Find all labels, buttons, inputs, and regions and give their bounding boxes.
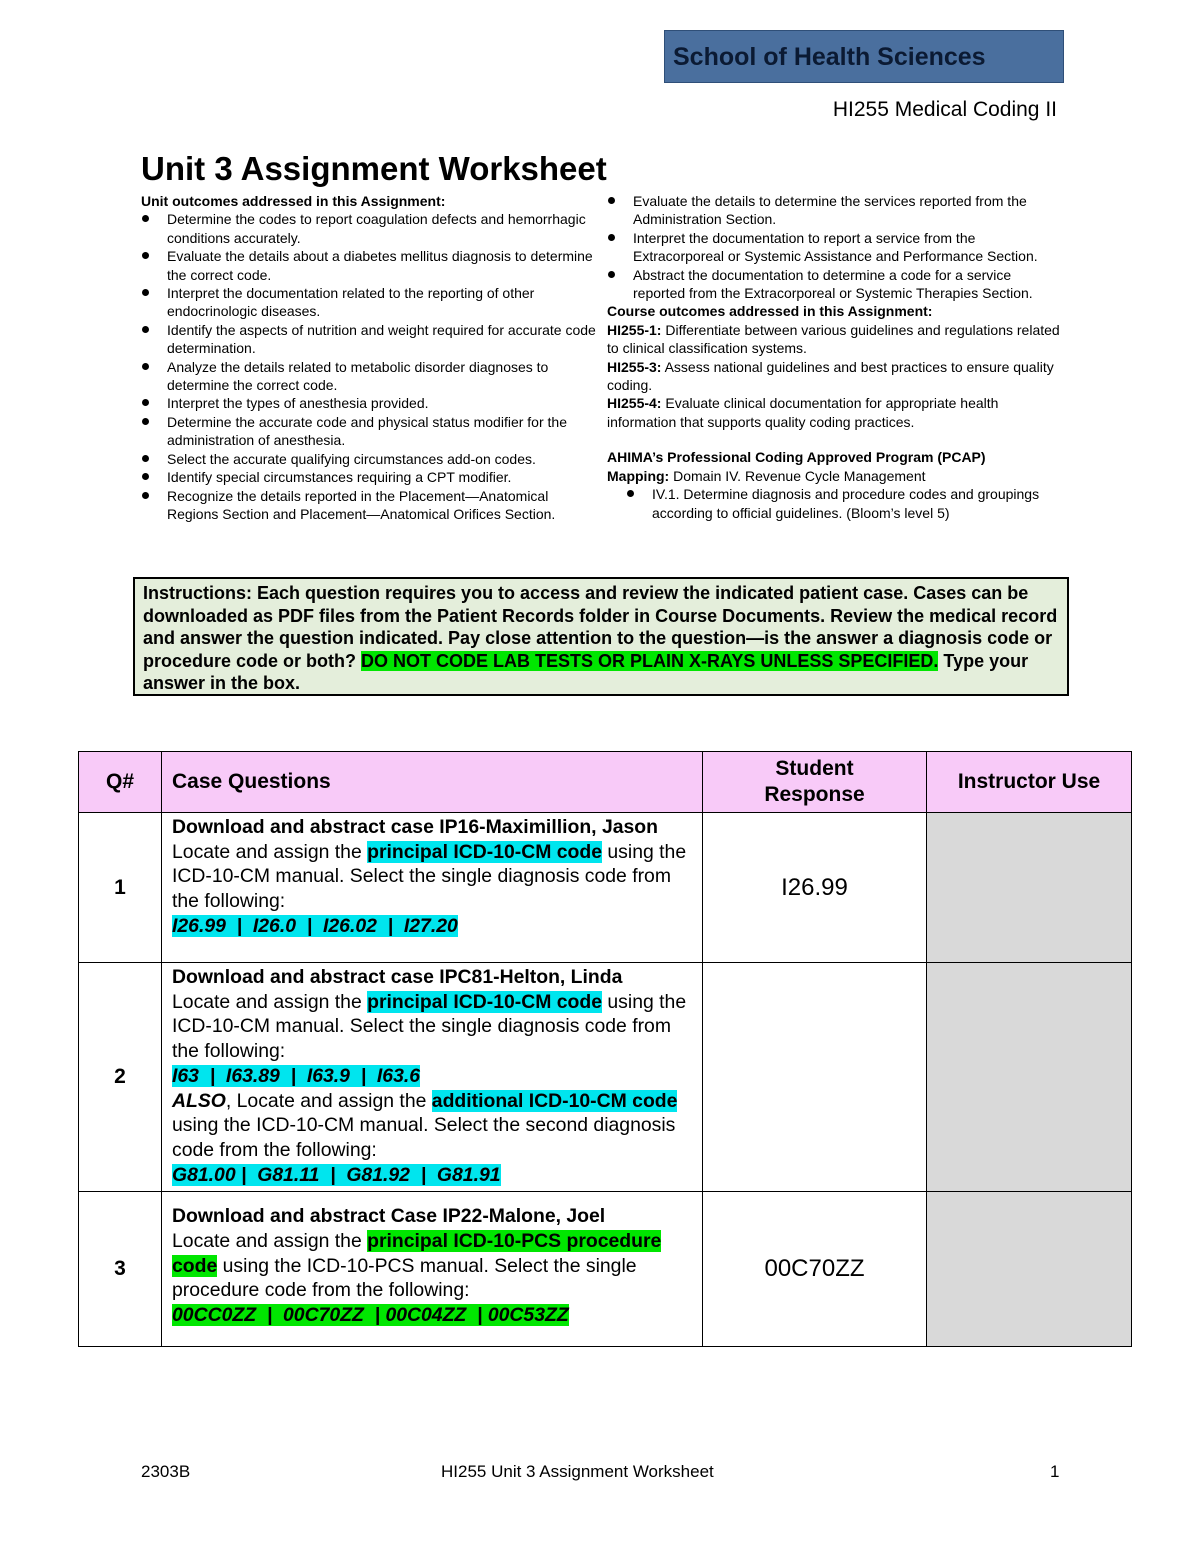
school-banner: School of Health Sciences	[664, 30, 1064, 83]
highlight-term: principal ICD-10-CM code	[367, 990, 603, 1013]
unit-outcomes-list-continued	[607, 192, 1062, 302]
list-item: Evaluate the details to determine the services reported from the Administration Section.	[607, 192, 1062, 229]
list-item: Identify the aspects of nutrition and weight required for accurate code determination.	[141, 321, 596, 358]
course-outcome-text: Assess national guidelines and best practices to ensure quality coding.	[607, 358, 1054, 394]
question-body: using the ICD-10-CM manual. Select the second diagnosis code from the following:	[172, 1114, 676, 1161]
header-instructor-use: Instructor Use	[927, 752, 1132, 813]
question-body: Locate and assign the	[172, 990, 368, 1013]
code-options: I26.99 | I26.0 | I26.02 | I27.20	[172, 914, 458, 937]
course-outcome-code: HI255-3:	[607, 358, 662, 375]
code-options: 00CC0ZZ | 00C70ZZ | 00C04ZZ | 00C53ZZ	[172, 1304, 569, 1327]
also-label: ALSO	[172, 1089, 226, 1112]
question-number: 1	[79, 813, 162, 963]
footer-page-number: 1	[1050, 1462, 1060, 1481]
unit-outcomes-left	[141, 192, 596, 523]
question-body: Locate and assign the	[172, 840, 368, 863]
unit-outcomes-list	[141, 210, 596, 523]
list-item: Recognize the details reported in the Placement—Anatomical Regions Section and Placement—Anatomical Orifices Section.	[141, 487, 596, 524]
list-item: Analyze the details related to metabolic disorder diagnoses to determine the correct code.	[141, 358, 596, 395]
table-row	[79, 963, 1132, 1192]
instructions-text: Instructions: Each question requires you to access and review the indicated patient case. Cases can be downloaded as PDF files from the Patient Records folder in Course Documents. Review the medical record and answer the question indicated. Pay close attention to the question—is the answer a diagnosis code or procedure code or both?	[143, 583, 1058, 671]
case-title: Download and abstract Case IP22-Malone, Joel	[172, 1205, 606, 1228]
student-response[interactable]	[703, 963, 927, 1192]
instructor-use	[927, 813, 1132, 963]
course-outcome	[607, 321, 1062, 358]
table-row	[79, 813, 1132, 963]
instructions-tail: Type your answer in the box.	[143, 650, 1029, 694]
ahima-mapping	[607, 467, 1062, 485]
list-item: IV.1. Determine diagnosis and procedure codes and groupings according to official guidelines. (Bloom’s level 5)	[626, 485, 1062, 522]
question-body: Locate and assign the	[172, 1230, 368, 1253]
mapping-label: Mapping:	[607, 467, 670, 484]
highlight-term: principal ICD-10-CM code	[367, 840, 603, 863]
question-number: 2	[79, 963, 162, 1192]
question-text	[162, 1192, 703, 1347]
list-item: Interpret the types of anesthesia provided.	[141, 394, 596, 412]
question-body: using the ICD-10-PCS manual. Select the single procedure code from the following:	[172, 1254, 637, 1302]
header-case-questions: Case Questions	[162, 752, 703, 813]
student-response[interactable]: 00C70ZZ	[703, 1192, 927, 1347]
ahima-list	[626, 485, 1062, 522]
case-title: Download and abstract case IP16-Maximillion, Jason	[172, 816, 658, 838]
header-qnum: Q#	[79, 752, 162, 813]
case-title: Download and abstract case IPC81-Helton, Linda	[172, 966, 623, 988]
footer-title: HI255 Unit 3 Assignment Worksheet	[441, 1462, 714, 1481]
question-number: 3	[79, 1192, 162, 1347]
question-text	[162, 813, 703, 963]
instructor-use	[927, 1192, 1132, 1347]
table-row	[79, 1192, 1132, 1347]
code-options: I63 | I63.89 | I63.9 | I63.6	[172, 1064, 421, 1087]
question-text	[162, 963, 703, 1192]
highlight-term: principal ICD-10-PCS procedure code	[172, 1230, 662, 1277]
list-item: Evaluate the details about a diabetes mellitus diagnosis to determine the correct code.	[141, 247, 596, 284]
list-item: Identify special circumstances requiring a CPT modifier.	[141, 468, 596, 486]
instructions-warning: DO NOT CODE LAB TESTS OR PLAIN X-RAYS UNLESS SPECIFIED.	[361, 650, 939, 671]
question-body: using the ICD-10-CM manual. Select the single diagnosis code from the following:	[172, 990, 687, 1063]
unit-outcomes-heading: Unit outcomes addressed in this Assignment:	[141, 193, 446, 209]
list-item: Interpret the documentation related to the reporting of other endocrinologic diseases.	[141, 284, 596, 321]
student-response[interactable]: I26.99	[703, 813, 927, 963]
outcomes-right	[607, 192, 1062, 522]
header-student-response: Student Response	[703, 752, 927, 813]
list-item: Determine the accurate code and physical status modifier for the administration of anesthesia.	[141, 413, 596, 450]
course-outcome	[607, 394, 1062, 431]
course-outcome-text: Differentiate between various guidelines and regulations related to clinical classification systems.	[607, 321, 1060, 357]
question-body: using the ICD-10-CM manual. Select the single diagnosis code from the following:	[172, 840, 687, 913]
footer-code: 2303B	[141, 1462, 191, 1481]
page-title: Unit 3 Assignment Worksheet	[141, 150, 607, 187]
course-outcome-code: HI255-4:	[607, 395, 662, 412]
ahima-heading: AHIMA’s Professional Coding Approved Program (PCAP)	[607, 449, 986, 466]
case-questions-table	[78, 751, 1132, 1347]
course-outcomes-heading: Course outcomes addressed in this Assignment:	[607, 303, 933, 320]
highlight-term: additional ICD-10-CM code	[431, 1089, 678, 1112]
list-item: Abstract the documentation to determine a code for a service reported from the Extracorporeal or Systemic Therapies Section.	[607, 266, 1062, 303]
course-outcome	[607, 358, 1062, 395]
list-item: Determine the codes to report coagulation defects and hemorrhagic conditions accurately.	[141, 210, 596, 247]
instructor-use	[927, 963, 1132, 1192]
course-title: HI255 Medical Coding II	[832, 98, 1057, 121]
mapping-text: Domain IV. Revenue Cycle Management	[669, 467, 926, 484]
course-outcome-code: HI255-1:	[607, 321, 662, 338]
list-item: Select the accurate qualifying circumstances add-on codes.	[141, 450, 596, 468]
instructions-box	[133, 577, 1069, 696]
course-outcome-text: Evaluate clinical documentation for appropriate health information that supports quality coding practices.	[607, 395, 999, 430]
code-options: G81.00 | G81.11 | G81.92 | G81.91	[172, 1163, 501, 1186]
question-body: , Locate and assign the	[225, 1089, 432, 1112]
table-header-row	[79, 752, 1132, 813]
list-item: Interpret the documentation to report a service from the Extracorporeal or Systemic Assistance and Performance Section.	[607, 229, 1062, 266]
